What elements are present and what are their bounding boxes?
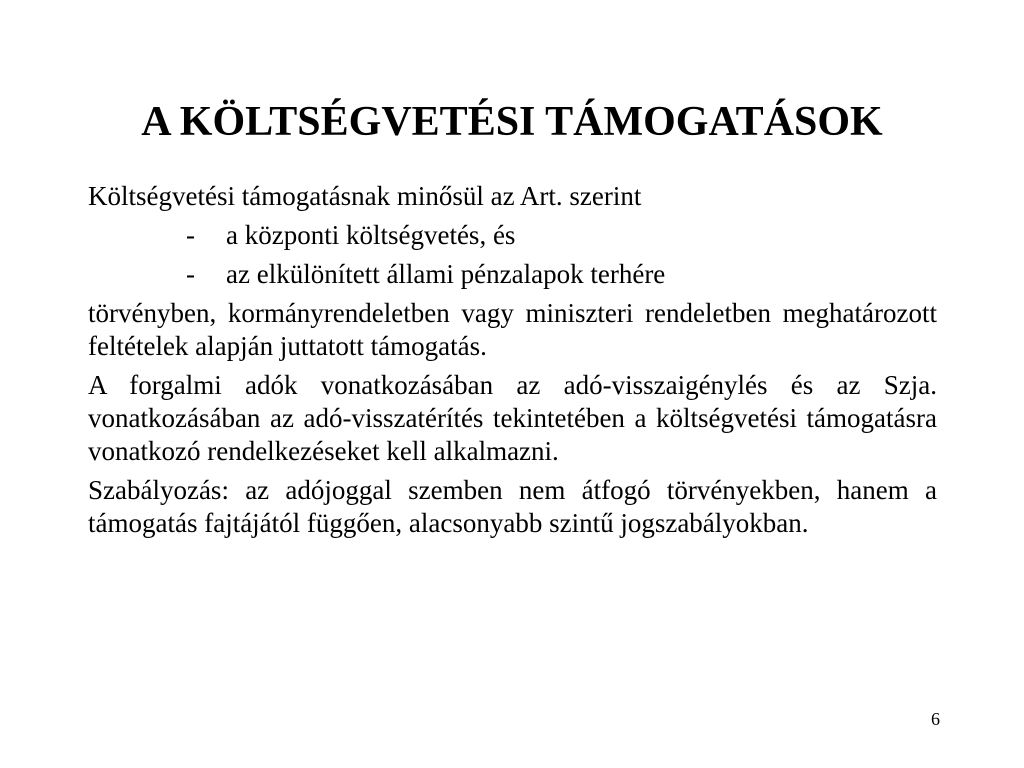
paragraph-regulation: Szabályozás: az adójoggal szemben nem átfogó törvényekben, hanem a támogatás fajtájától függően, alacsonyabb szintű jogszabályokban. — [88, 475, 937, 538]
list-marker: - — [186, 259, 195, 289]
paragraph-vat-refund: A forgalmi adók vonatkozásában az adó-visszaigénylés és az Szja. vonatkozásában az adó-visszatérítés tekintetében a költségvetési támogatásra vonatkozó rendelkezéseket kell alkalmazni. — [88, 370, 937, 466]
list-item-text: a központi költségvetés, és — [226, 220, 516, 250]
list-marker: - — [186, 220, 195, 250]
intro-text: Költségvetési támogatásnak minősül az Art. szerint — [88, 181, 642, 211]
list-item — [88, 258, 937, 291]
slide-title: A KÖLTSÉGVETÉSI TÁMOGATÁSOK — [141, 99, 883, 145]
list-item-text: az elkülönített állami pénzalapok terhére — [226, 259, 666, 289]
slide-body — [88, 180, 937, 546]
list-item — [88, 219, 937, 252]
paragraph-legal-basis: törvényben, kormányrendeletben vagy miniszteri rendeletben meghatározott feltételek alapján juttatott támogatás. — [88, 298, 937, 361]
page-number: 6 — [931, 709, 940, 729]
